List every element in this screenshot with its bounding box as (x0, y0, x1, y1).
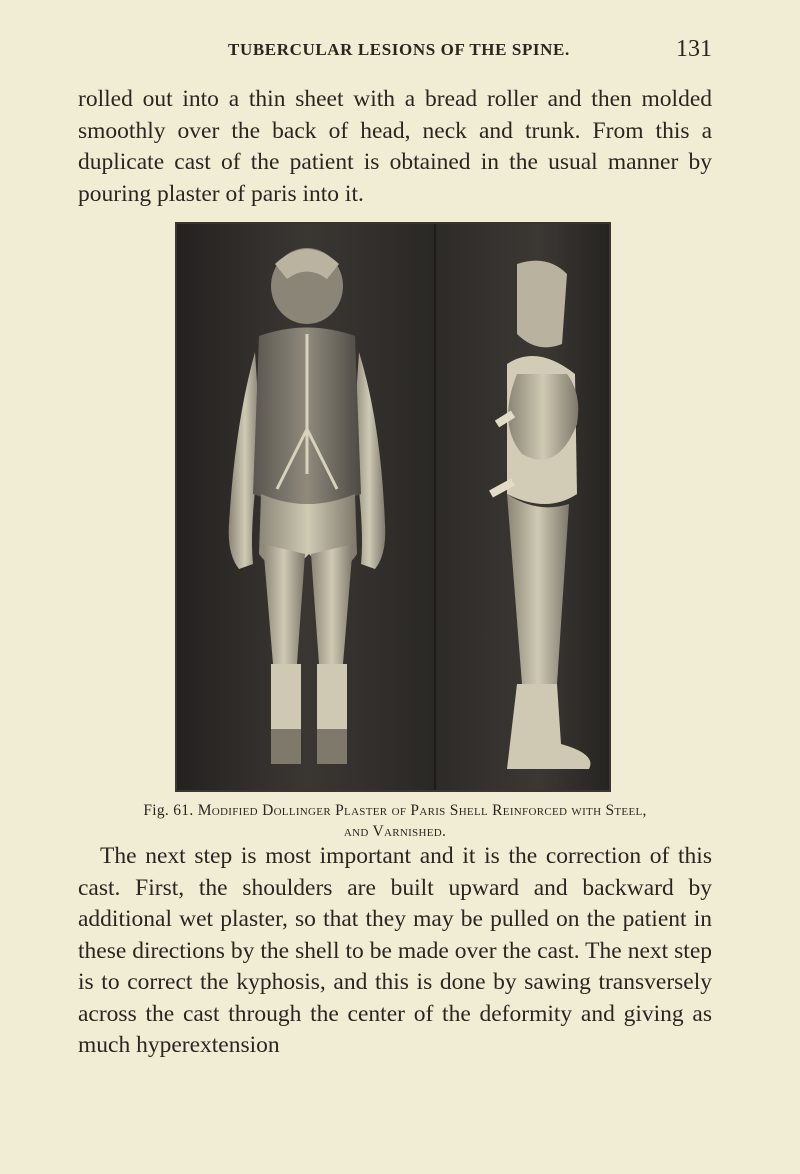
caption-line-1 (78, 800, 712, 821)
figure-caption (78, 800, 712, 842)
paragraph-1: rolled out into a thin sheet with a bread roller and then molded smoothly over the back of head, neck and trunk. From this a duplicate cast of the patient is obtained in the usual manner by pouring plaster of paris into it. (78, 86, 712, 207)
head-bandage (517, 261, 567, 348)
paragraph-2: The next step is most important and it is the correction of this cast. First, the shoulders are built upward and backward by additional wet plaster, so that they may be pulled on the patient in these directions by the shell to be made over the cast. The next step is to correct the kyphosis, and this is done by sawing transversely across the cast through the center of the deformity and giving as much hyperextension (78, 843, 712, 1058)
photo-illustration (177, 224, 609, 790)
figure-label: Fig. 61. (143, 802, 194, 819)
caption-line-2: and Varnished. (343, 823, 447, 840)
caption-text: Modified Dollinger Plaster of Paris Shell Reinforced with Steel, (197, 802, 647, 819)
page-number: 131 (676, 36, 712, 62)
running-head (78, 36, 712, 70)
running-title: TUBERCULAR LESIONS OF THE SPINE. (228, 40, 570, 59)
figure-photograph (175, 222, 611, 792)
